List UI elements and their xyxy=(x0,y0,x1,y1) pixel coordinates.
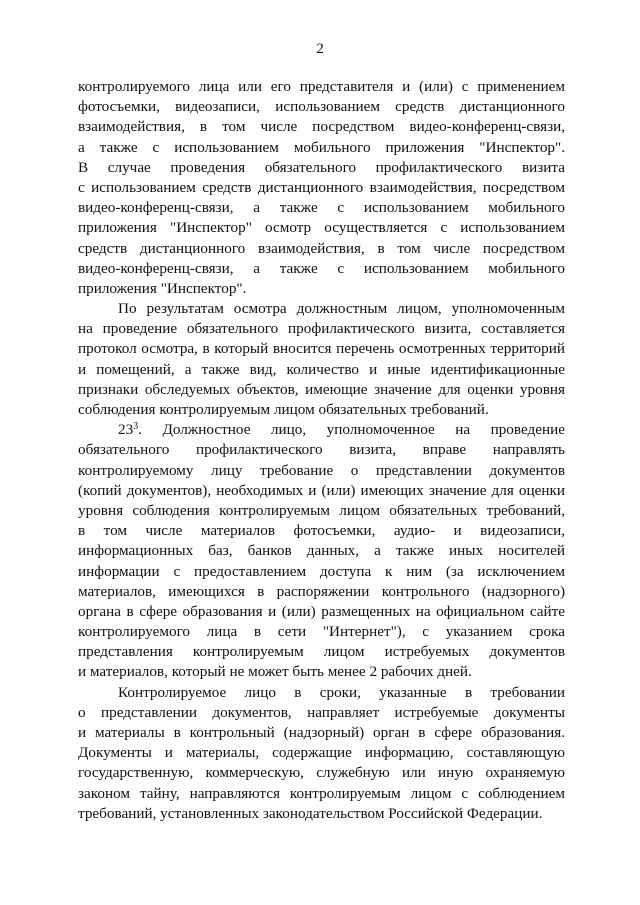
text-line: материалов, имеющихся в распоряжении контрольного (надзорного) xyxy=(78,582,565,600)
text-line: и материалов, который не может быть менее 2 рабочих дней. xyxy=(78,663,472,681)
text-line: а также с использованием мобильного приложения "Инспектор". xyxy=(78,138,565,156)
text-line: фотосъемки, видеозаписи, использованием средств дистанционного xyxy=(78,98,565,116)
text-line: в том числе материалов фотосъемки, аудио- и видеозаписи, xyxy=(78,522,565,540)
text-line: на проведение обязательного профилактического визита, составляется xyxy=(78,320,565,338)
text-line: протокол осмотра, в который вносится перечень осмотренных территорий xyxy=(78,340,565,358)
text-line: средств дистанционного взаимодействия, в том числе посредством xyxy=(78,239,565,257)
text-line: и материалы в контрольный (надзорный) орган в сфере образования. xyxy=(78,724,565,741)
text-line: представления контролируемым лицом истребуемых документов xyxy=(78,643,565,661)
text-line: Документы и материалы, содержащие информацию, составляющую xyxy=(78,744,565,762)
clause-text: . Должностное лицо, уполномоченное на проведение xyxy=(138,421,565,439)
paragraph xyxy=(78,683,565,824)
text-line: информации с предоставлением доступа к ним (за исключением xyxy=(78,562,565,580)
text-line: В случае проведения обязательного профилактического визита xyxy=(78,158,565,176)
text-line: контролируемому лицу требование о представлении документов xyxy=(78,461,565,479)
text-line: и помещений, а также вид, количество и иные идентификационные xyxy=(78,360,565,378)
text-line: законом тайну, направляются контролируемым лицом с соблюдением xyxy=(78,784,565,802)
text-line: признаки обследуемых объектов, имеющие значение для оценки уровня xyxy=(78,380,565,398)
text-line: взаимодействия, в том числе посредством видео-конференц-связи, xyxy=(78,118,565,136)
clause-number: 23 xyxy=(118,421,134,439)
text-line: видео-конференц-связи, а также с использованием мобильного xyxy=(78,199,565,217)
text-line: уровня соблюдения контролируемым лицом обязательных требований, xyxy=(78,501,565,519)
text-line: требований, установленных законодательством Российской Федерации. xyxy=(78,804,543,822)
text-line: соблюдения контролируемым лицом обязательных требований. xyxy=(78,401,489,418)
text-line: с использованием средств дистанционного взаимодействия, посредством xyxy=(78,178,565,196)
text-line: государственную, коммерческую, служебную или иную охраняемую xyxy=(78,764,565,782)
text-line: приложения "Инспектор" осмотр осуществляется с использованием xyxy=(78,219,565,237)
text-line: приложения "Инспектор". xyxy=(78,279,247,297)
text-line: обязательного профилактического визита, вправе направлять xyxy=(78,441,565,459)
text-line: о представлении документов, направляет истребуемые документы xyxy=(78,703,565,721)
paragraph xyxy=(78,420,565,682)
paragraph xyxy=(78,77,565,299)
text-line: По результатам осмотра должностным лицом, уполномоченным xyxy=(118,300,565,318)
text-line: Контролируемое лицо в сроки, указанные в требовании xyxy=(118,683,565,701)
document-body xyxy=(78,77,565,824)
text-line xyxy=(78,420,565,440)
clause-number-superscript: 3 xyxy=(133,421,139,433)
text-line: органа в сфере образования и (или) размещенных на официальном сайте xyxy=(78,602,565,620)
text-line: контролируемого лица в сети "Интернет"), с указанием срока xyxy=(78,623,565,641)
text-line: информационных баз, банков данных, а также иных носителей xyxy=(78,542,565,560)
page-number: 2 xyxy=(316,40,324,57)
text-line: контролируемого лица или его представителя и (или) с применением xyxy=(78,78,565,95)
text-line: видео-конференц-связи, а также с использованием мобильного xyxy=(78,259,565,277)
text-line: (копий документов), необходимых и (или) имеющих значение для оценки xyxy=(78,481,565,499)
paragraph xyxy=(78,299,565,420)
